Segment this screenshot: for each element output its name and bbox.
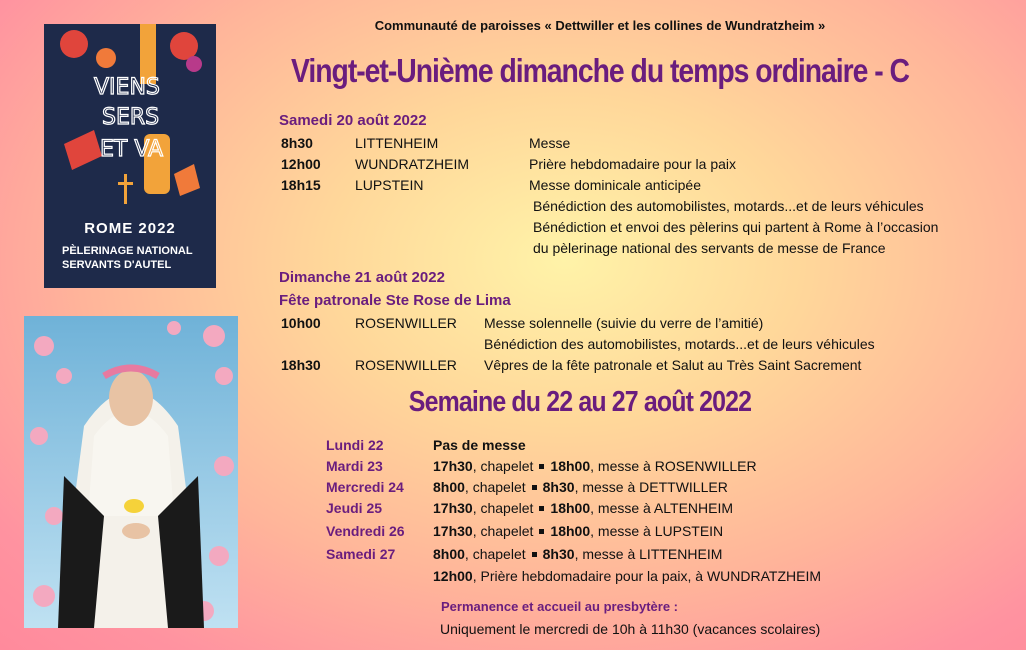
- poster-word-1: VIENS: [94, 75, 160, 100]
- poster-subtitle-line-1: PÈLERINAGE NATIONAL: [62, 245, 193, 257]
- day-schedule: [433, 458, 757, 474]
- row-desc: Prière hebdomadaire pour la paix: [529, 156, 737, 172]
- activity-1: , chapelet: [464, 479, 526, 495]
- poster-artwork: [44, 24, 216, 214]
- poster-word-2: SERS: [102, 105, 160, 130]
- permanence-title: Permanence et accueil au presbytère :: [441, 599, 679, 614]
- row-time: 18h15: [281, 177, 321, 193]
- saturday-date: Samedi 20 août 2022: [279, 112, 427, 129]
- time-2: 8h30: [542, 479, 575, 495]
- row-place: WUNDRATZHEIM: [355, 156, 470, 172]
- page-title: Vingt-et-Unième dimanche du temps ordinaire - C: [290, 52, 909, 89]
- time-1: 17h30: [433, 500, 473, 516]
- activity-1: , chapelet: [472, 523, 534, 539]
- activity-1: , chapelet: [472, 500, 534, 516]
- day-label: Samedi 27: [326, 546, 396, 562]
- schedule-row: [281, 156, 321, 172]
- bullet-square: [539, 464, 544, 469]
- row-time: 8h30: [281, 135, 313, 151]
- bullet-square: [539, 506, 544, 511]
- poster-rome-2022: ROME 2022: [84, 220, 176, 237]
- time-1: 8h00: [433, 479, 465, 495]
- schedule-row: [281, 177, 321, 193]
- row-desc: Vêpres de la fête patronale et Salut au Très Saint Sacrement: [484, 357, 862, 373]
- sunday-date: Dimanche 21 août 2022: [279, 269, 445, 286]
- row-place: ROSENWILLER: [355, 315, 457, 331]
- time-2: 18h00: [550, 500, 591, 516]
- schedule-row: [281, 135, 313, 151]
- time-2: 18h00: [550, 523, 591, 539]
- feast-title: Fête patronale Ste Rose de Lima: [279, 292, 511, 309]
- day-label: Vendredi 26: [326, 523, 405, 539]
- week-title: Semaine du 22 au 27 août 2022: [408, 386, 752, 418]
- activity-2: , messe à DETTWILLER: [574, 479, 728, 495]
- parish-header: Communauté de paroisses « Dettwiller et les collines de Wundratzheim »: [374, 18, 826, 33]
- schedule-row: [281, 315, 321, 331]
- extra-time: 12h00: [433, 568, 473, 584]
- permanence-text: Uniquement le mercredi de 10h à 11h30 (vacances scolaires): [440, 621, 821, 637]
- time-1: 8h00: [433, 546, 465, 562]
- day-schedule-extra: [433, 568, 821, 584]
- activity-1: , chapelet: [472, 458, 534, 474]
- row-time: 18h30: [281, 357, 321, 373]
- bullet-square: [532, 552, 537, 557]
- day-schedule: [433, 437, 526, 453]
- row-time: 12h00: [281, 156, 321, 172]
- row-desc: Messe solennelle (suivie du verre de l’amitié): [484, 315, 764, 331]
- time-2: 8h30: [542, 546, 575, 562]
- activity-2: , messe à ROSENWILLER: [590, 458, 757, 474]
- poster-subtitle: [62, 244, 193, 272]
- row-desc: Messe dominicale anticipée: [529, 177, 701, 193]
- bullet-square: [539, 529, 544, 534]
- day-schedule: [433, 523, 723, 539]
- activity-2: , messe à ALTENHEIM: [590, 500, 734, 516]
- row-desc: Bénédiction des automobilistes, motards...et de leurs véhicules: [484, 336, 875, 352]
- day-schedule: [433, 546, 722, 562]
- day-note: Pas de messe: [433, 437, 526, 453]
- row-desc: Messe: [529, 135, 571, 151]
- portrait-artwork: [24, 316, 238, 628]
- row-place: LITTENHEIM: [355, 135, 439, 151]
- day-label: Lundi 22: [326, 437, 384, 453]
- day-schedule: [433, 479, 728, 495]
- bullet-square: [532, 485, 537, 490]
- time-2: 18h00: [550, 458, 591, 474]
- schedule-row: [281, 357, 321, 373]
- activity-2: , messe à LITTENHEIM: [574, 546, 723, 562]
- day-label: Jeudi 25: [326, 500, 383, 516]
- day-schedule: [433, 500, 733, 516]
- row-desc-extra: Bénédiction et envoi des pèlerins qui partent à Rome à l’occasion: [533, 219, 939, 235]
- row-place: ROSENWILLER: [355, 357, 457, 373]
- row-time: 10h00: [281, 315, 321, 331]
- activity-1: , chapelet: [464, 546, 526, 562]
- time-1: 17h30: [433, 523, 473, 539]
- poster-subtitle-line-2: SERVANTS D'AUTEL: [62, 259, 172, 271]
- day-label: Mercredi 24: [326, 479, 404, 495]
- day-label: Mardi 23: [326, 458, 383, 474]
- row-desc-extra: du pèlerinage national des servants de messe de France: [533, 240, 886, 256]
- time-1: 17h30: [433, 458, 473, 474]
- row-desc-extra: Bénédiction des automobilistes, motards...et de leurs véhicules: [533, 198, 924, 214]
- rome-2022-poster: [44, 24, 216, 288]
- extra-activity: , Prière hebdomadaire pour la paix, à WUNDRATZHEIM: [472, 568, 822, 584]
- poster-word-3: ET VA: [100, 137, 164, 162]
- saint-rose-portrait: [24, 316, 238, 628]
- row-place: LUPSTEIN: [355, 177, 424, 193]
- activity-2: , messe à LUPSTEIN: [590, 523, 724, 539]
